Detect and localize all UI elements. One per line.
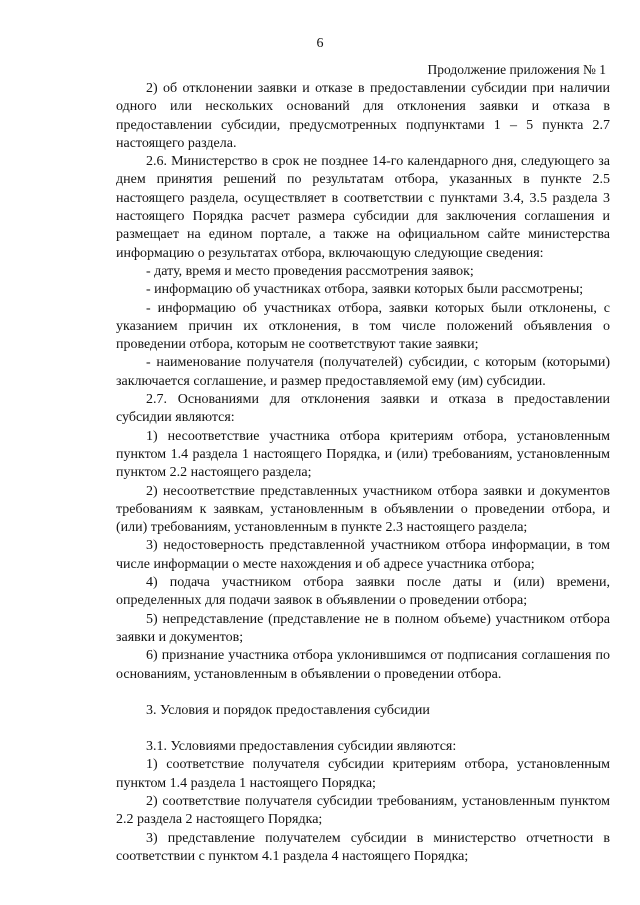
list-item: - дату, время и место проведения рассмотрения заявок; [146, 263, 474, 279]
list-item: - информацию об участниках отбора, заявки которых были отклонены, с указанием причин их отклонения, в том числе положений объявления о проведении отбора, которым не соответствуют такие заявки; [116, 300, 610, 353]
list-item: 4) подача участником отбора заявки после даты и (или) времени, определенных для подачи заявок в объявлении о проведении отбора; [116, 575, 610, 609]
list-item: 2) несоответствие представленных участником отбора заявки и документов требованиям к заявкам, установленным в объявлении о проведении отбора, и (или) требованиям, установленным в пункте 2.3 настоящего раздела; [116, 483, 610, 536]
page-number: 6 [316, 36, 324, 51]
paragraph: 3.1. Условиями предоставления субсидии являются: [146, 739, 457, 755]
list-item: 3) представление получателем субсидии в министерство отчетности в соответствии с пунктом 4.1 раздела 4 настоящего Порядка; [116, 830, 610, 864]
paragraph: 2) об отклонении заявки и отказе в предоставлении субсидии при наличии одного или нескольких оснований для отклонения заявки и отказа в предоставлении субсидии, предусмотренных подпунктами 1 – 5 пункта 2.7 настоящего раздела. [116, 81, 610, 151]
section-heading: 3. Условия и порядок предоставления субсидии [146, 702, 430, 718]
document-body [116, 80, 610, 866]
list-item: 6) признание участника отбора уклонившимся от подписания соглашения по основаниям, установленным в объявлении о проведении отбора. [116, 648, 610, 682]
appendix-continuation-note: Продолжение приложения № 1 [427, 62, 606, 77]
list-item: 1) соответствие получателя субсидии критериям отбора, установленным пунктом 1.4 раздела 1 настоящего Порядка; [116, 757, 610, 791]
list-item: 2) соответствие получателя субсидии требованиям, установленным пунктом 2.2 раздела 2 настоящего Порядка; [116, 793, 610, 828]
list-item: 5) непредставление (представление не в полном объеме) участником отбора заявки и документов; [116, 611, 610, 645]
paragraph: 2.6. Министерство в срок не позднее 14-го календарного дня, следующего за днем принятия решений по результатам отбора, указанных в пункте 2.5 настоящего раздела, осуществляет в соответствии с пунктами 3.4, 3.5 раздела 3 настоящего Порядка расчет размера субсидии для заключения соглашения и размещает на едином портале, а также на официальном сайте министерства информацию о результатах отбора, включающую следующие сведения: [116, 154, 610, 261]
list-item: - информацию об участниках отбора, заявки которых были рассмотрены; [146, 282, 584, 298]
list-item: 3) недостоверность представленной участником отбора информации, в том числе информации о месте нахождения и об адресе участника отбора; [116, 538, 610, 572]
list-item: - наименование получателя (получателей) субсидии, с которым (которыми) заключается соглашение, и размер предоставляемой ему (им) субсидии. [116, 355, 610, 389]
list-item: 1) несоответствие участника отбора критериям отбора, установленным пунктом 1.4 раздела 1 настоящего Порядка, и (или) требованиям, установленным пунктом 2.2 настоящего раздела; [116, 428, 610, 481]
paragraph: 2.7. Основаниями для отклонения заявки и отказа в предоставлении субсидии являются: [116, 392, 610, 426]
